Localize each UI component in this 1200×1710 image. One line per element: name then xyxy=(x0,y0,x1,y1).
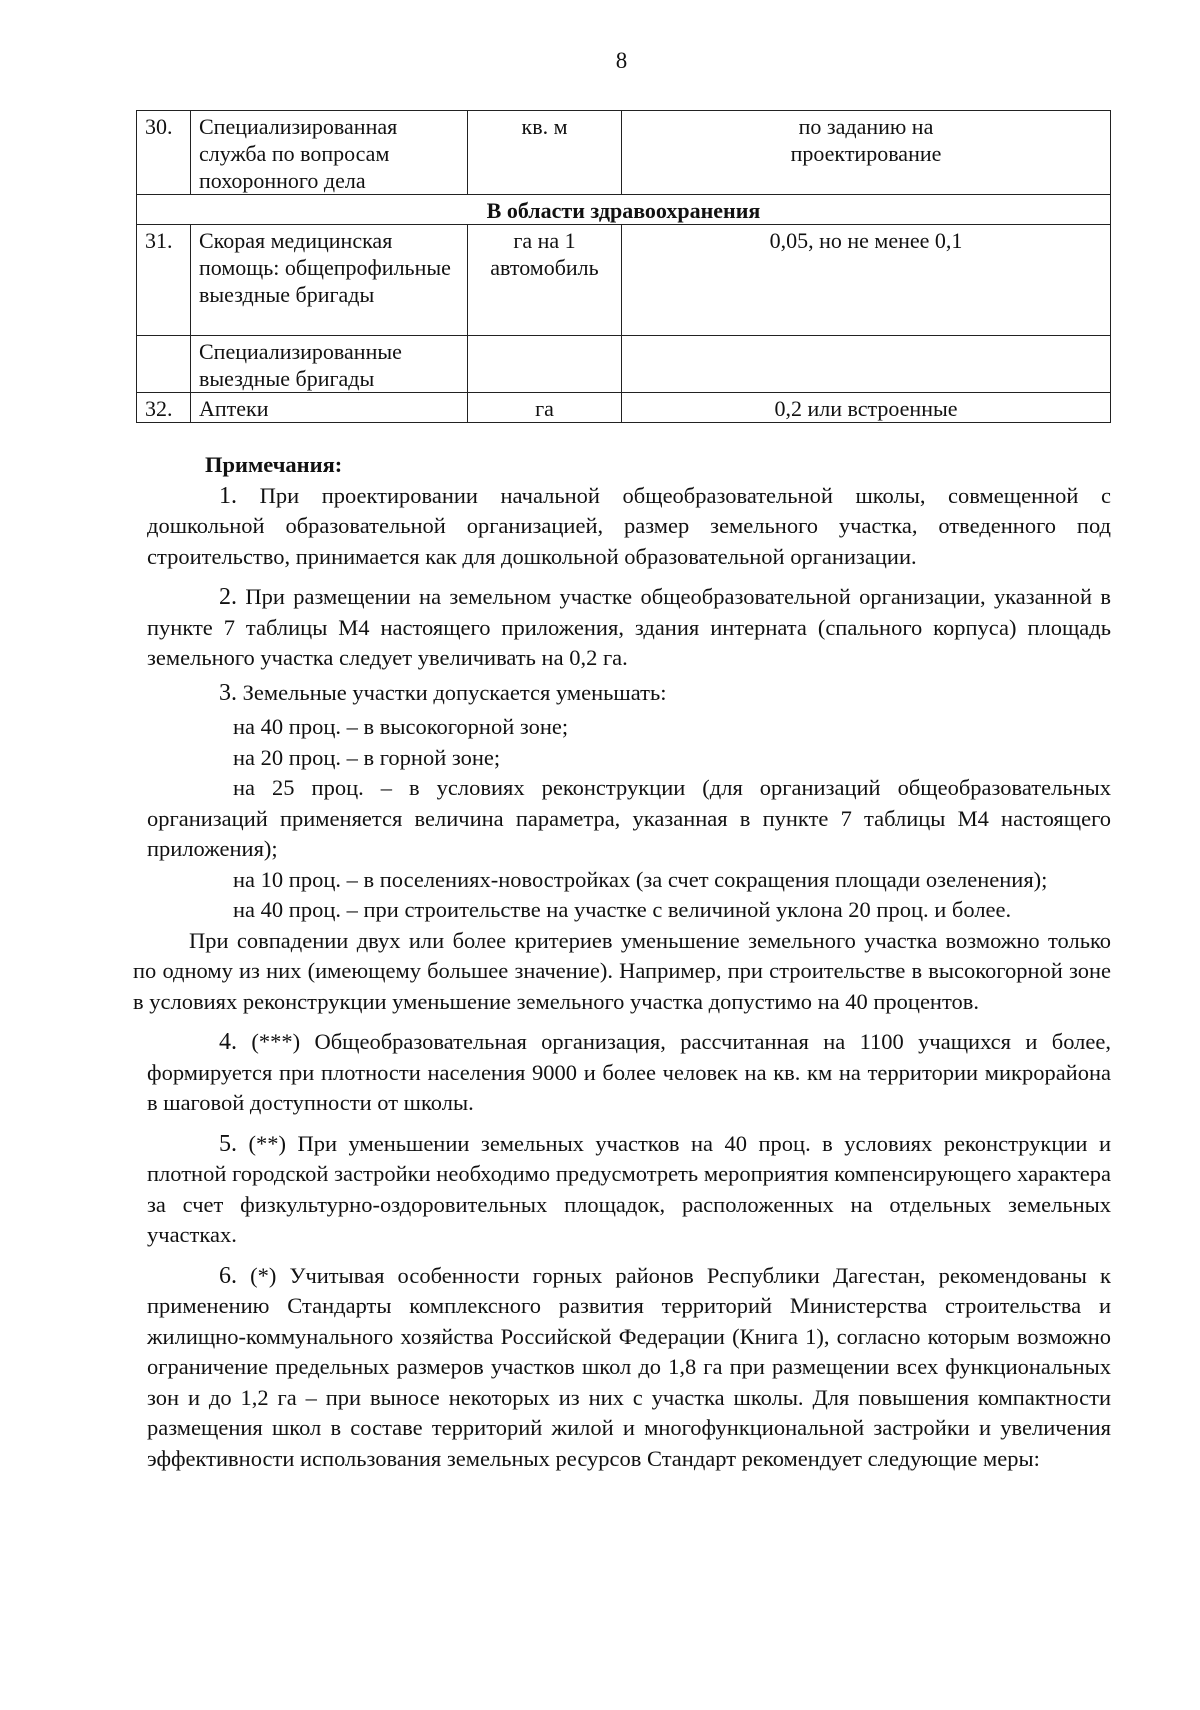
note-text: При размещении на земельном участке общеобразовательной организации, указанной в пункте 7 таблицы М4 настоящего приложения, здания интерната (спального корпуса) площадь земельного участка следует увеличивать на 0,2 га. xyxy=(147,584,1111,670)
page-number: 8 xyxy=(615,48,628,73)
notes-section xyxy=(133,450,1112,1478)
row-value xyxy=(622,336,1111,393)
note-3-tail: При совпадении двух или более критериев уменьшение земельного участка возможно только по одному из них (имеющему большее значение). Например, при строительстве в высокогорной зоне в условиях реконструкции уменьшение земельного участка допустимо на 40 процентов. xyxy=(133,927,1111,1014)
row-name: Специализированная служба по вопросам похоронного дела xyxy=(191,111,468,195)
table-section-row xyxy=(137,195,1111,225)
table-row xyxy=(137,336,1111,393)
row-name: Аптеки xyxy=(191,393,468,423)
row-unit: га xyxy=(468,393,622,423)
note-6 xyxy=(147,1261,1111,1475)
note-number: 2. xyxy=(219,584,237,610)
table-row xyxy=(137,225,1111,336)
notes-heading: Примечания: xyxy=(205,452,343,477)
norms-table xyxy=(136,110,1111,423)
note-5 xyxy=(147,1129,1111,1251)
row-number xyxy=(137,336,191,393)
note-2 xyxy=(147,582,1111,674)
row-unit: кв. м xyxy=(468,111,622,195)
section-heading: В области здравоохранения xyxy=(137,195,1111,225)
row-number: 32. xyxy=(137,393,191,423)
note-number: 5. xyxy=(219,1130,237,1157)
row-name: Специализированные выездные бригады xyxy=(191,336,468,393)
table-row xyxy=(137,111,1111,195)
note-3-item: на 40 проц. – при строительстве на участке с величиной уклона 20 проц. и более. xyxy=(233,897,1012,922)
note-3-item: на 10 проц. – в поселениях-новостройках (за счет сокращения площади озеленения); xyxy=(233,866,1048,892)
note-number: 4. xyxy=(219,1029,237,1055)
note-4 xyxy=(147,1027,1111,1119)
note-3 xyxy=(147,678,1111,709)
note-3-item: на 40 проц. – в высокогорной зоне; xyxy=(233,714,569,739)
row-value: по заданию на проектирование xyxy=(622,111,1111,195)
note-number: 3. xyxy=(219,679,237,706)
row-value: 0,05, но не менее 0,1 xyxy=(622,225,1111,336)
note-text: (*) Учитывая особенности горных районов Республики Дагестан, рекомендованы к применению Стандарты комплексного развития территорий Министерства строительства и жилищно-коммунального хозяйства Российской Федерации (Книга 1), согласно которым возможно ограничение предельных размеров участков школ до 1,8 га при размещении всех функциональных зон и до 1,2 га – при выносе некоторых из них с участка школы. Для повышения компактности размещения школ в составе территорий жилой и многофункциональной застройки и увеличения эффективности использования земельных ресурсов Стандарт рекомендует следующие меры: xyxy=(147,1262,1111,1471)
row-unit xyxy=(468,336,622,393)
note-text: Земельные участки допускается уменьшать: xyxy=(242,679,667,705)
row-number: 31. xyxy=(137,225,191,336)
note-3-item: на 20 проц. – в горной зоне; xyxy=(233,744,501,770)
note-number: 1. xyxy=(219,482,237,509)
row-number: 30. xyxy=(137,111,191,195)
note-3-item: на 25 проц. – в условиях реконструкции (для организаций общеобразовательных организаций применяется величина параметра, указанная в пункте 7 таблицы М4 настоящего приложения); xyxy=(147,775,1111,861)
note-text: (***) Общеобразовательная организация, рассчитанная на 1100 учащихся и более, формируется при плотности населения 9000 и более человек на кв. км на территории микрорайона в шаговой доступности от школы. xyxy=(147,1029,1111,1115)
row-unit: га на 1 автомобиль xyxy=(468,225,622,336)
row-value: 0,2 или встроенные xyxy=(622,393,1111,423)
note-number: 6. xyxy=(219,1262,237,1289)
row-name: Скорая медицинская помощь: общепрофильные выездные бригады xyxy=(191,225,468,336)
table-row xyxy=(137,393,1111,423)
note-text: При проектировании начальной общеобразовательной школы, совмещенной с дошкольной образовательной организацией, размер земельного участка, отведенного под строительство, принимается как для дошкольной образовательной организации. xyxy=(147,482,1112,569)
note-text: (**) При уменьшении земельных участков на 40 проц. в условиях реконструкции и плотной городской застройки необходимо предусмотреть мероприятия компенсирующего характера за счет физкультурно-оздоровительных площадок, расположенных на отдельных земельных участках. xyxy=(147,1130,1111,1247)
note-1 xyxy=(147,481,1111,573)
